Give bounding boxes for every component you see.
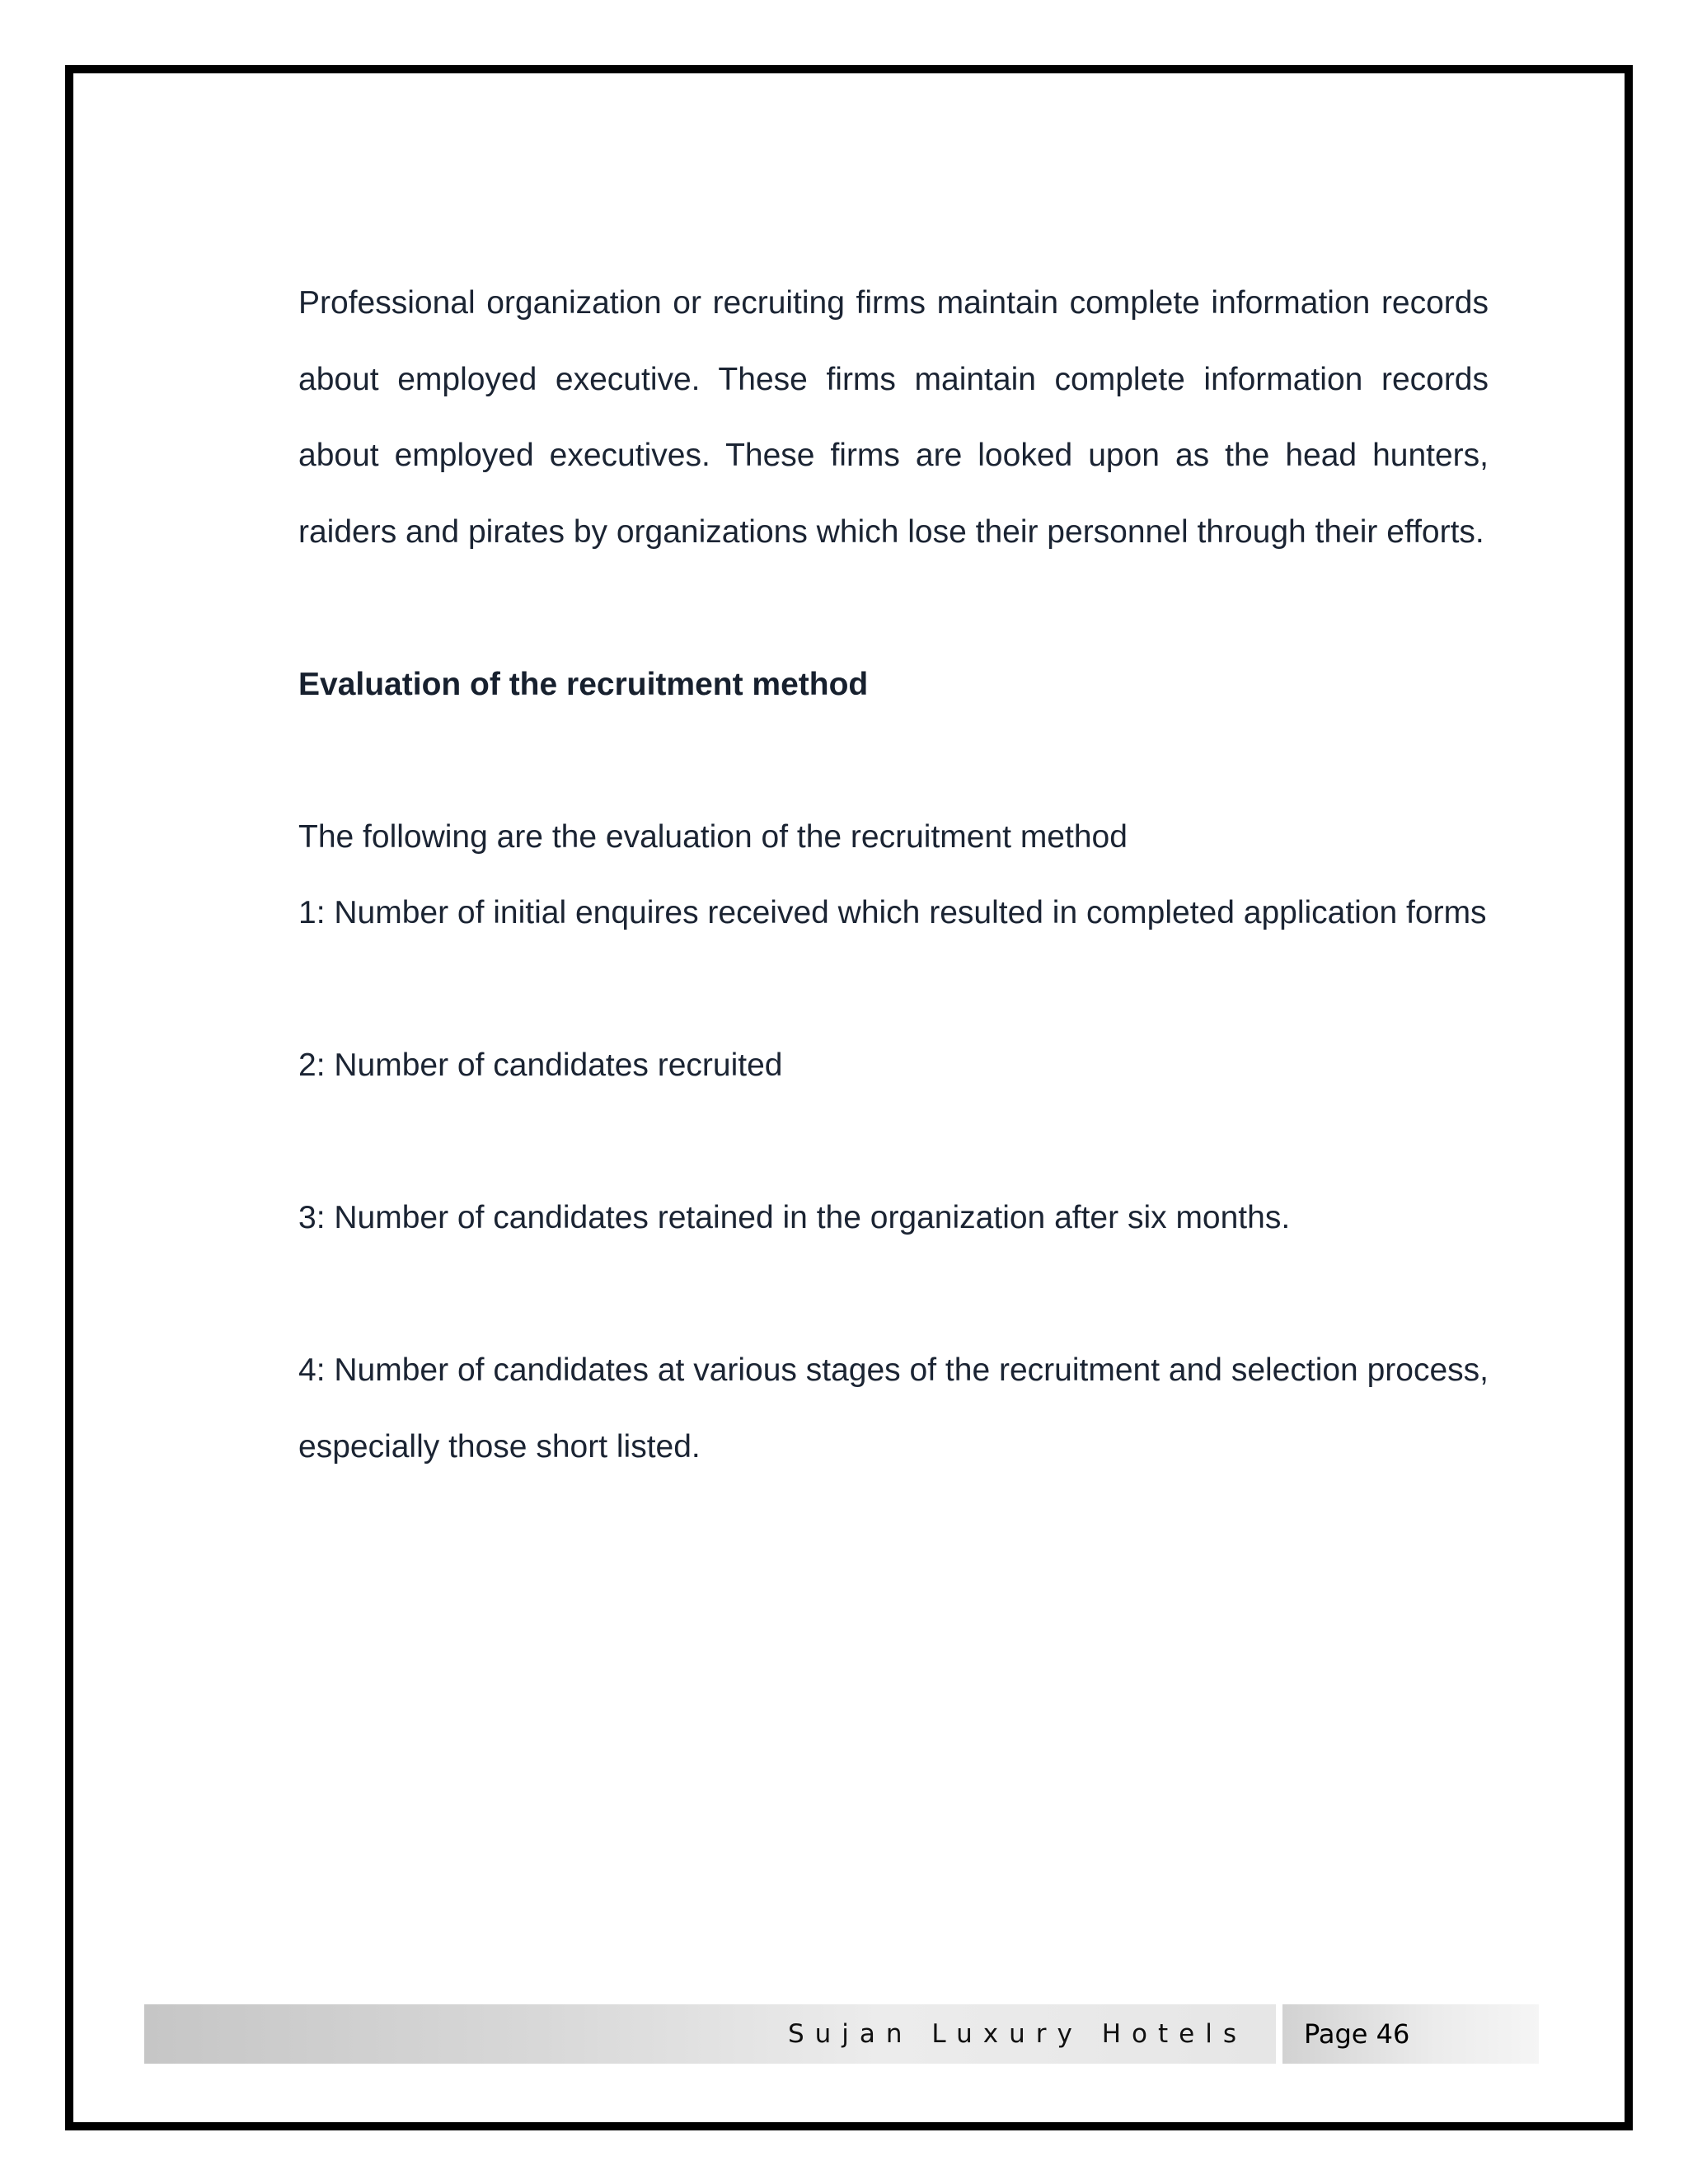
footer-company-name: Sujan Luxury Hotels [787,2019,1247,2049]
footer-divider [1276,2004,1282,2064]
page-body [298,265,1489,1485]
page-footer [144,2004,1539,2064]
list-item: 1: Number of initial enquires received which resulted in completed application forms [298,895,1487,930]
footer-company-panel [144,2004,1276,2064]
list-item: 2: Number of candidates recruited [298,1047,783,1083]
page-number: Page 46 [1304,2018,1410,2050]
list-item: 3: Number of candidates retained in the organization after six months. [298,1200,1291,1235]
paragraph-recruiting-firms: Professional organization or recruiting firms maintain complete information records about employed executive. These firms maintain complete information records about employed executives. These firms are looked upon as the head hunters, raiders and pirates by organizations which lose their personnel through their efforts. [298,285,1489,550]
section-heading: Evaluation of the recruitment method [298,666,869,702]
list-item: 4: Number of candidates at various stages of the recruitment and selection process, especially those short listed. [298,1352,1489,1465]
footer-page-panel [1282,2004,1539,2064]
intro-line: The following are the evaluation of the recruitment method [298,818,1128,855]
